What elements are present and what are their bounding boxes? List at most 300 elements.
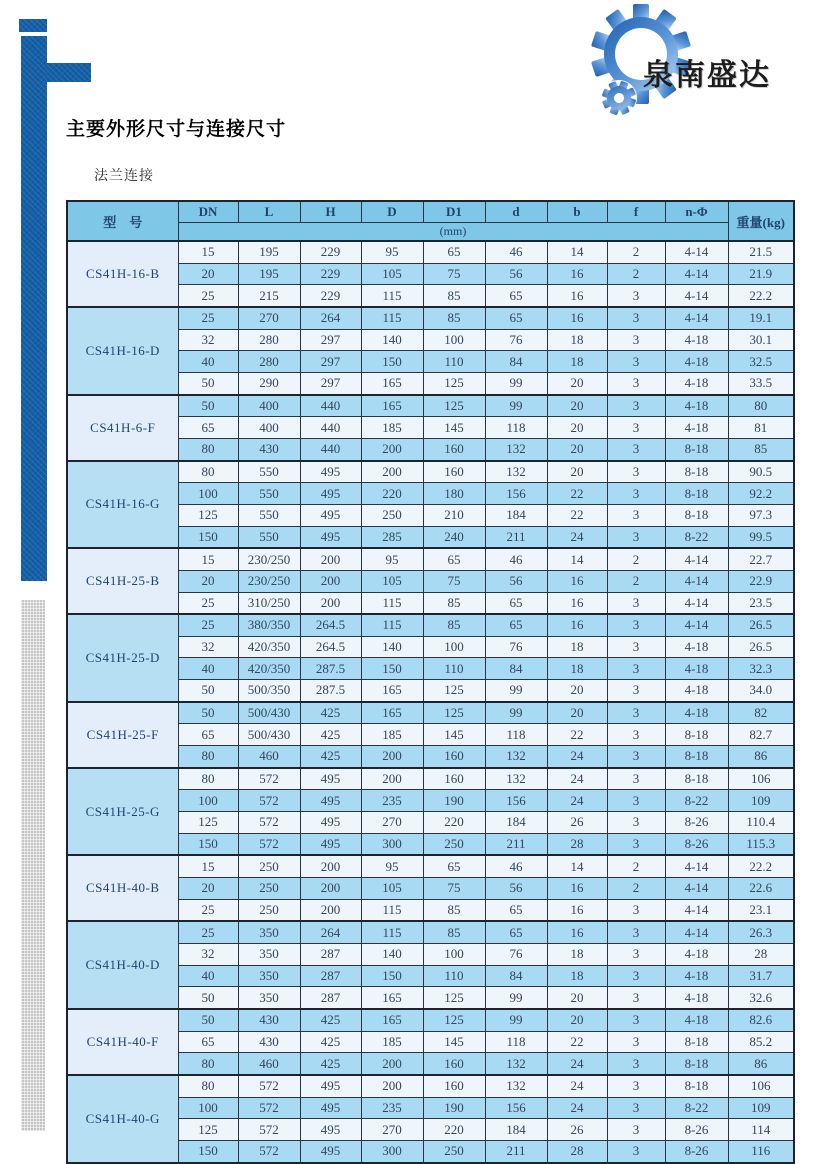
table-cell: 110.4 <box>728 812 794 834</box>
table-cell: 20 <box>547 680 607 702</box>
table-cell: 14 <box>547 548 607 570</box>
table-cell: 250 <box>238 899 300 921</box>
table-cell: 200 <box>361 1075 423 1097</box>
table-cell: 500/350 <box>238 680 300 702</box>
table-cell: 125 <box>178 1119 238 1141</box>
table-cell: 3 <box>607 483 665 505</box>
table-cell: 3 <box>607 768 665 790</box>
table-cell: 90.5 <box>728 461 794 483</box>
table-cell: 65 <box>485 899 547 921</box>
table-cell: 20 <box>547 395 607 417</box>
table-cell: 100 <box>423 329 485 351</box>
table-cell: 85 <box>423 614 485 636</box>
table-cell: 85 <box>423 921 485 943</box>
table-cell: 287 <box>300 944 361 966</box>
table-cell: 28 <box>547 1140 607 1162</box>
table-cell: 80 <box>728 395 794 417</box>
table-cell: 270 <box>361 812 423 834</box>
table-cell: 150 <box>361 965 423 987</box>
table-cell: 200 <box>361 438 423 460</box>
table-cell: 290 <box>238 372 300 394</box>
table-cell: 229 <box>300 263 361 285</box>
table-cell: 3 <box>607 1119 665 1141</box>
table-cell: 65 <box>485 285 547 307</box>
table-cell: 165 <box>361 987 423 1009</box>
col-header-D1: D1 <box>423 201 485 223</box>
table-cell: 75 <box>423 570 485 592</box>
table-cell: 4-14 <box>665 614 728 636</box>
col-header-b: b <box>547 201 607 223</box>
table-cell: 425 <box>300 746 361 768</box>
table-cell: 8-26 <box>665 1119 728 1141</box>
table-cell: 287 <box>300 987 361 1009</box>
table-cell: 26.5 <box>728 636 794 658</box>
table-cell: 200 <box>300 855 361 877</box>
table-cell: 100 <box>178 1097 238 1119</box>
table-cell: 85 <box>423 899 485 921</box>
table-cell: 229 <box>300 241 361 263</box>
table-cell: 132 <box>485 438 547 460</box>
table-cell: 125 <box>423 987 485 1009</box>
table-cell: 8-18 <box>665 461 728 483</box>
table-cell: 572 <box>238 812 300 834</box>
table-cell: 3 <box>607 965 665 987</box>
table-cell: 8-18 <box>665 1075 728 1097</box>
margin-blue-bar <box>21 36 47 581</box>
table-cell: 150 <box>361 351 423 373</box>
table-cell: 420/350 <box>238 658 300 680</box>
table-cell: 118 <box>485 1031 547 1053</box>
table-cell: 3 <box>607 1075 665 1097</box>
table-cell: 220 <box>423 1119 485 1141</box>
table-cell: 85 <box>423 592 485 614</box>
table-cell: 65 <box>178 1031 238 1053</box>
table-cell: 150 <box>178 526 238 548</box>
table-cell: 185 <box>361 1031 423 1053</box>
table-cell: 84 <box>485 965 547 987</box>
table-cell: 4-14 <box>665 548 728 570</box>
table-cell: 425 <box>300 1031 361 1053</box>
model-cell: CS41H-40-B <box>67 855 178 921</box>
table-cell: 100 <box>423 944 485 966</box>
table-cell: 110 <box>423 351 485 373</box>
table-cell: 24 <box>547 1097 607 1119</box>
table-cell: 65 <box>485 307 547 329</box>
table-cell: 2 <box>607 263 665 285</box>
table-cell: 215 <box>238 285 300 307</box>
table-cell: 106 <box>728 1075 794 1097</box>
table-cell: 97.3 <box>728 504 794 526</box>
table-cell: 300 <box>361 1140 423 1162</box>
table-cell: 50 <box>178 395 238 417</box>
table-cell: 56 <box>485 570 547 592</box>
table-cell: 160 <box>423 746 485 768</box>
table-cell: 200 <box>361 1053 423 1075</box>
table-cell: 24 <box>547 790 607 812</box>
table-cell: 300 <box>361 833 423 855</box>
table-row <box>67 307 794 329</box>
table-cell: 15 <box>178 855 238 877</box>
table-cell: 270 <box>361 1119 423 1141</box>
table-cell: 32.5 <box>728 351 794 373</box>
table-cell: 4-18 <box>665 1009 728 1031</box>
table-cell: 65 <box>423 241 485 263</box>
table-cell: 250 <box>423 1140 485 1162</box>
table-cell: 56 <box>485 878 547 900</box>
table-cell: 211 <box>485 833 547 855</box>
col-header-d: d <box>485 201 547 223</box>
table-cell: 99 <box>485 372 547 394</box>
table-cell: 250 <box>423 833 485 855</box>
table-cell: 8-18 <box>665 746 728 768</box>
table-cell: 250 <box>361 504 423 526</box>
table-cell: 500/430 <box>238 702 300 724</box>
table-cell: 211 <box>485 526 547 548</box>
table-cell: 460 <box>238 1053 300 1075</box>
table-cell: 80 <box>178 1075 238 1097</box>
table-cell: 22 <box>547 724 607 746</box>
table-cell: 25 <box>178 899 238 921</box>
col-header-f: f <box>607 201 665 223</box>
table-cell: 16 <box>547 878 607 900</box>
table-cell: 34.0 <box>728 680 794 702</box>
table-cell: 8-18 <box>665 724 728 746</box>
table-cell: 4-14 <box>665 855 728 877</box>
table-cell: 20 <box>178 570 238 592</box>
model-cell: CS41H-40-F <box>67 1009 178 1075</box>
table-cell: 26.5 <box>728 614 794 636</box>
table-cell: 100 <box>178 790 238 812</box>
table-cell: 28 <box>547 833 607 855</box>
table-cell: 3 <box>607 307 665 329</box>
table-cell: 76 <box>485 329 547 351</box>
table-row <box>67 768 794 790</box>
table-cell: 18 <box>547 965 607 987</box>
table-cell: 105 <box>361 570 423 592</box>
table-cell: 3 <box>607 504 665 526</box>
table-cell: 270 <box>238 307 300 329</box>
table-cell: 4-18 <box>665 987 728 1009</box>
table-cell: 3 <box>607 351 665 373</box>
table-cell: 156 <box>485 1097 547 1119</box>
table-cell: 16 <box>547 263 607 285</box>
table-cell: 3 <box>607 1097 665 1119</box>
table-cell: 50 <box>178 372 238 394</box>
table-cell: 287.5 <box>300 680 361 702</box>
table-cell: 550 <box>238 504 300 526</box>
table-cell: 185 <box>361 417 423 439</box>
table-cell: 3 <box>607 461 665 483</box>
table-cell: 4-18 <box>665 658 728 680</box>
table-row <box>67 614 794 636</box>
table-cell: 132 <box>485 768 547 790</box>
table-cell: 140 <box>361 944 423 966</box>
table-cell: 184 <box>485 1119 547 1141</box>
table-cell: 4-14 <box>665 263 728 285</box>
table-cell: 125 <box>423 1009 485 1031</box>
col-header-n-Φ: n-Φ <box>665 201 728 223</box>
table-cell: 8-22 <box>665 1097 728 1119</box>
table-cell: 430 <box>238 438 300 460</box>
table-cell: 20 <box>547 987 607 1009</box>
table-cell: 4-14 <box>665 921 728 943</box>
table-cell: 20 <box>178 878 238 900</box>
table-cell: 100 <box>178 483 238 505</box>
table-cell: 25 <box>178 592 238 614</box>
table-cell: 3 <box>607 1140 665 1162</box>
table-cell: 95 <box>361 548 423 570</box>
table-cell: 23.5 <box>728 592 794 614</box>
table-cell: 22.2 <box>728 285 794 307</box>
table-cell: 50 <box>178 1009 238 1031</box>
table-row <box>67 702 794 724</box>
table-cell: 8-22 <box>665 526 728 548</box>
margin-blue-arm <box>47 63 91 82</box>
table-cell: 76 <box>485 944 547 966</box>
connection-type-label: 法兰连接 <box>94 167 154 183</box>
table-cell: 550 <box>238 483 300 505</box>
table-cell: 235 <box>361 1097 423 1119</box>
table-cell: 65 <box>178 724 238 746</box>
table-cell: 56 <box>485 263 547 285</box>
dimensions-table-wrap <box>66 200 795 1164</box>
table-cell: 495 <box>300 1097 361 1119</box>
table-cell: 105 <box>361 263 423 285</box>
table-cell: 572 <box>238 790 300 812</box>
table-cell: 160 <box>423 1053 485 1075</box>
table-cell: 25 <box>178 307 238 329</box>
table-cell: 3 <box>607 438 665 460</box>
dimensions-table <box>66 200 795 1164</box>
table-cell: 297 <box>300 372 361 394</box>
table-cell: 3 <box>607 812 665 834</box>
table-cell: 132 <box>485 461 547 483</box>
table-cell: 40 <box>178 351 238 373</box>
table-cell: 287 <box>300 965 361 987</box>
table-cell: 572 <box>238 833 300 855</box>
table-body <box>67 241 794 1163</box>
table-cell: 32 <box>178 944 238 966</box>
table-cell: 132 <box>485 746 547 768</box>
table-cell: 95 <box>361 855 423 877</box>
table-cell: 80 <box>178 768 238 790</box>
table-cell: 99 <box>485 680 547 702</box>
unit-label: (mm) <box>178 223 728 242</box>
table-cell: 14 <box>547 241 607 263</box>
table-cell: 572 <box>238 768 300 790</box>
table-cell: 3 <box>607 987 665 1009</box>
table-cell: 32.6 <box>728 987 794 1009</box>
table-cell: 65 <box>423 855 485 877</box>
table-row <box>67 1075 794 1097</box>
table-cell: 140 <box>361 329 423 351</box>
table-cell: 21.9 <box>728 263 794 285</box>
table-cell: 20 <box>547 372 607 394</box>
table-cell: 82 <box>728 702 794 724</box>
table-cell: 160 <box>423 768 485 790</box>
table-cell: 110 <box>423 658 485 680</box>
table-cell: 195 <box>238 241 300 263</box>
table-cell: 572 <box>238 1097 300 1119</box>
table-cell: 18 <box>547 636 607 658</box>
model-cell: CS41H-25-G <box>67 768 178 856</box>
table-cell: 16 <box>547 921 607 943</box>
table-cell: 118 <box>485 724 547 746</box>
table-cell: 184 <box>485 504 547 526</box>
table-cell: 65 <box>423 548 485 570</box>
table-row <box>67 548 794 570</box>
table-cell: 32 <box>178 636 238 658</box>
table-cell: 21.5 <box>728 241 794 263</box>
table-cell: 8-22 <box>665 790 728 812</box>
table-cell: 15 <box>178 241 238 263</box>
col-header-D: D <box>361 201 423 223</box>
table-cell: 132 <box>485 1075 547 1097</box>
table-cell: 32.3 <box>728 658 794 680</box>
table-cell: 19.1 <box>728 307 794 329</box>
table-cell: 495 <box>300 790 361 812</box>
table-cell: 80 <box>178 1053 238 1075</box>
table-cell: 3 <box>607 526 665 548</box>
table-cell: 8-26 <box>665 812 728 834</box>
table-cell: 500/430 <box>238 724 300 746</box>
table-cell: 23.1 <box>728 899 794 921</box>
table-cell: 550 <box>238 526 300 548</box>
table-cell: 165 <box>361 680 423 702</box>
table-cell: 550 <box>238 461 300 483</box>
table-cell: 4-18 <box>665 702 728 724</box>
table-cell: 85 <box>728 438 794 460</box>
table-cell: 16 <box>547 592 607 614</box>
table-cell: 99 <box>485 702 547 724</box>
table-cell: 81 <box>728 417 794 439</box>
table-cell: 80 <box>178 461 238 483</box>
table-cell: 125 <box>423 680 485 702</box>
table-cell: 572 <box>238 1140 300 1162</box>
col-header-model: 型 号 <box>67 201 178 241</box>
table-cell: 24 <box>547 1053 607 1075</box>
table-cell: 25 <box>178 921 238 943</box>
table-cell: 430 <box>238 1031 300 1053</box>
table-cell: 572 <box>238 1075 300 1097</box>
table-cell: 80 <box>178 746 238 768</box>
table-cell: 145 <box>423 1031 485 1053</box>
company-logo <box>583 0 813 118</box>
table-cell: 3 <box>607 658 665 680</box>
table-cell: 297 <box>300 329 361 351</box>
table-cell: 420/350 <box>238 636 300 658</box>
table-cell: 250 <box>238 878 300 900</box>
table-cell: 24 <box>547 1075 607 1097</box>
table-cell: 8-18 <box>665 483 728 505</box>
table-cell: 200 <box>300 570 361 592</box>
table-cell: 3 <box>607 899 665 921</box>
table-cell: 165 <box>361 372 423 394</box>
table-cell: 8-26 <box>665 1140 728 1162</box>
model-cell: CS41H-25-B <box>67 548 178 614</box>
col-header-L: L <box>238 201 300 223</box>
table-cell: 109 <box>728 790 794 812</box>
table-cell: 3 <box>607 724 665 746</box>
table-cell: 22.9 <box>728 570 794 592</box>
table-cell: 160 <box>423 438 485 460</box>
table-cell: 350 <box>238 921 300 943</box>
table-cell: 132 <box>485 1053 547 1075</box>
table-cell: 4-18 <box>665 329 728 351</box>
table-cell: 190 <box>423 790 485 812</box>
table-cell: 3 <box>607 592 665 614</box>
table-cell: 440 <box>300 395 361 417</box>
table-cell: 160 <box>423 461 485 483</box>
table-cell: 229 <box>300 285 361 307</box>
table-cell: 115 <box>361 614 423 636</box>
table-cell: 65 <box>485 614 547 636</box>
table-cell: 160 <box>423 1075 485 1097</box>
table-cell: 14 <box>547 855 607 877</box>
col-header-DN: DN <box>178 201 238 223</box>
table-cell: 115 <box>361 899 423 921</box>
table-cell: 115.3 <box>728 833 794 855</box>
table-cell: 2 <box>607 878 665 900</box>
table-cell: 150 <box>361 658 423 680</box>
table-cell: 250 <box>238 855 300 877</box>
table-cell: 105 <box>361 878 423 900</box>
table-cell: 8-18 <box>665 768 728 790</box>
table-cell: 95 <box>361 241 423 263</box>
table-cell: 495 <box>300 504 361 526</box>
model-cell: CS41H-40-D <box>67 921 178 1009</box>
table-cell: 400 <box>238 395 300 417</box>
table-cell: 99 <box>485 1009 547 1031</box>
table-cell: 200 <box>300 878 361 900</box>
table-cell: 264 <box>300 307 361 329</box>
table-cell: 22 <box>547 1031 607 1053</box>
table-row <box>67 241 794 263</box>
table-cell: 297 <box>300 351 361 373</box>
table-cell: 50 <box>178 987 238 1009</box>
table-cell: 4-14 <box>665 241 728 263</box>
table-cell: 4-18 <box>665 395 728 417</box>
table-cell: 25 <box>178 614 238 636</box>
table-cell: 165 <box>361 1009 423 1031</box>
table-cell: 125 <box>423 702 485 724</box>
table-cell: 4-14 <box>665 307 728 329</box>
table-cell: 310/250 <box>238 592 300 614</box>
table-cell: 46 <box>485 548 547 570</box>
table-cell: 440 <box>300 417 361 439</box>
table-cell: 200 <box>300 592 361 614</box>
table-cell: 8-18 <box>665 1053 728 1075</box>
table-cell: 116 <box>728 1140 794 1162</box>
table-cell: 210 <box>423 504 485 526</box>
table-cell: 16 <box>547 899 607 921</box>
table-cell: 28 <box>728 944 794 966</box>
table-cell: 18 <box>547 658 607 680</box>
table-cell: 20 <box>547 417 607 439</box>
table-cell: 350 <box>238 944 300 966</box>
table-cell: 24 <box>547 746 607 768</box>
table-cell: 18 <box>547 944 607 966</box>
table-cell: 211 <box>485 1140 547 1162</box>
table-cell: 495 <box>300 1140 361 1162</box>
col-header-H: H <box>300 201 361 223</box>
table-cell: 86 <box>728 1053 794 1075</box>
table-cell: 84 <box>485 351 547 373</box>
table-cell: 3 <box>607 1009 665 1031</box>
table-cell: 65 <box>485 592 547 614</box>
table-cell: 220 <box>361 483 423 505</box>
table-cell: 125 <box>423 372 485 394</box>
